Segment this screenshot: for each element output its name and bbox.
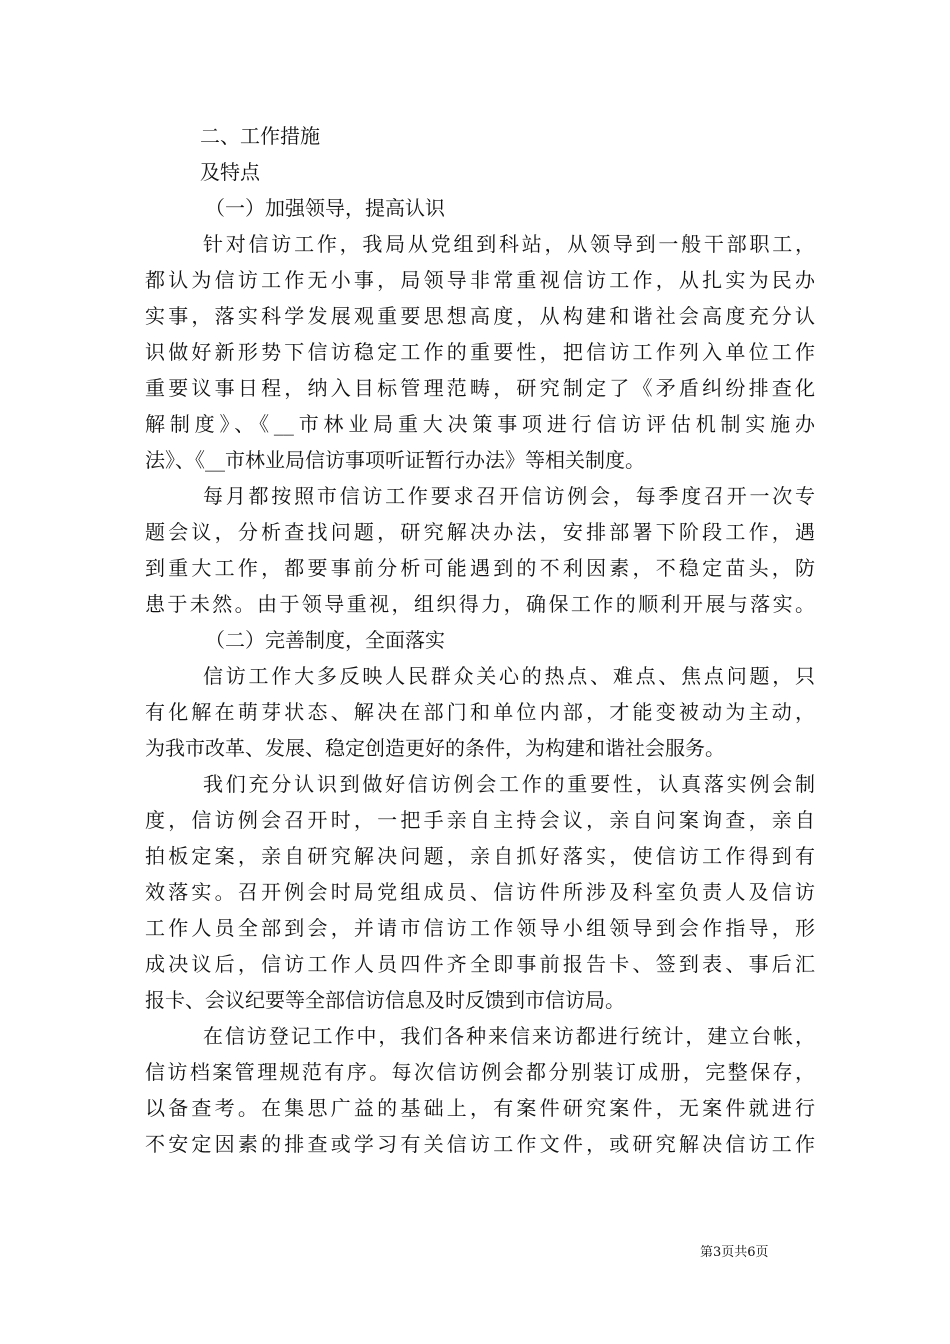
paragraph-line: 工作人员全部到会，并请市信访工作领导小组领导到会作指导，形 [145, 916, 815, 940]
paragraph-line: 针对信访工作，我局从党组到科站，从领导到一般干部职工， [203, 232, 815, 256]
paragraph-line: 我们充分认识到做好信访例会工作的重要性，认真落实例会制 [203, 772, 815, 796]
document-body [145, 118, 815, 1162]
paragraph-line: 拍板定案，亲自研究解决问题，亲自抓好落实，使信访工作得到有 [145, 844, 815, 868]
subsection-heading-1: （一）加强领导，提高认识 [205, 196, 445, 220]
paragraph-line: 以备查考。在集思广益的基础上，有案件研究案件，无案件就进行 [145, 1096, 815, 1120]
paragraph-line: 题会议，分析查找问题，研究解决办法，安排部署下阶段工作，遇 [145, 520, 815, 544]
paragraph-line: 度，信访例会召开时，一把手亲自主持会议，亲自问案询查，亲自 [145, 808, 815, 832]
paragraph-line: 为我市改革、发展、稳定创造更好的条件，为构建和谐社会服务。 [145, 736, 725, 760]
paragraph-line: 不安定因素的排查或学习有关信访工作文件，或研究解决信访工作 [145, 1132, 815, 1156]
paragraph-line: 信访工作大多反映人民群众关心的热点、难点、焦点问题，只 [203, 664, 815, 688]
paragraph-line: 信访档案管理规范有序。每次信访例会都分别装订成册，完整保存， [145, 1060, 815, 1084]
paragraph-line: 有化解在萌芽状态、解决在部门和单位内部，才能变被动为主动， [145, 700, 815, 724]
paragraph-line: 重要议事日程，纳入目标管理范畴，研究制定了《矛盾纠纷排查化 [145, 376, 815, 400]
paragraph-line: 到重大工作，都要事前分析可能遇到的不利因素，不稳定苗头，防 [145, 556, 815, 580]
paragraph-line: 都认为信访工作无小事，局领导非常重视信访工作，从扎实为民办 [145, 268, 815, 292]
paragraph-line: 识做好新形势下信访稳定工作的重要性，把信访工作列入单位工作 [145, 340, 815, 364]
paragraph-line: 成决议后，信访工作人员四件齐全即事前报告卡、签到表、事后汇 [145, 952, 815, 976]
paragraph-line: 解制度》、《__市林业局重大决策事项进行信访评估机制实施办 [145, 412, 815, 436]
paragraph-line: 每月都按照市信访工作要求召开信访例会，每季度召开一次专 [203, 484, 815, 508]
paragraph-line: 报卡、会议纪要等全部信访信息及时反馈到市信访局。 [145, 988, 625, 1012]
paragraph-line: 在信访登记工作中，我们各种来信来访都进行统计，建立台帐， [203, 1024, 815, 1048]
section-heading: 二、工作措施 [200, 124, 320, 148]
paragraph-line: 患于未然。由于领导重视，组织得力，确保工作的顺利开展与落实。 [145, 592, 815, 616]
section-heading-continuation: 及特点 [200, 160, 260, 184]
paragraph-line: 效落实。召开例会时局党组成员、信访件所涉及科室负责人及信访 [145, 880, 815, 904]
paragraph-line: 实事，落实科学发展观重要思想高度，从构建和谐社会高度充分认 [145, 304, 815, 328]
subsection-heading-2: （二）完善制度，全面落实 [205, 628, 445, 652]
page-number: 第3页共6页 [700, 1245, 769, 1260]
paragraph-line: 法》、《__市林业局信访事项听证暂行办法》等相关制度。 [145, 448, 645, 472]
